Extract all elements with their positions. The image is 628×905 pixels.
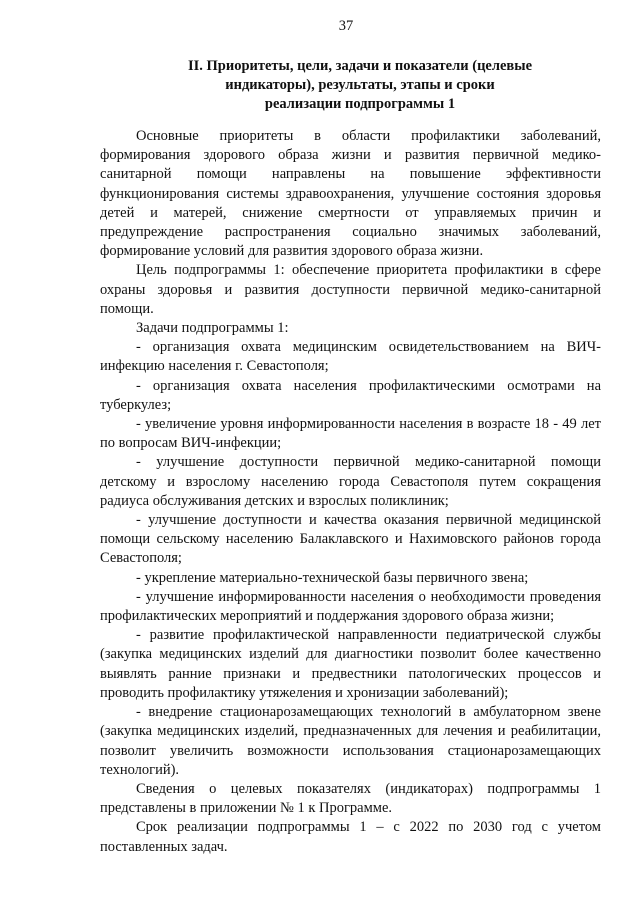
heading-line-3: реализации подпрограммы 1: [264, 96, 456, 112]
task-item: - улучшение информированности населения о необходимости проведения профилактических мероприятий и поддержания здорового образа жизни;: [100, 588, 601, 625]
goal-paragraph: Цель подпрограммы 1: обеспечение приоритета профилактики в сфере охраны здоровья и развития доступности первичной медико-санитарной помощи.: [100, 262, 601, 317]
task-item: - организация охвата медицинским освидетельствованием на ВИЧ-инфекцию населения г. Севастополя;: [100, 339, 601, 375]
task-item: - развитие профилактической направленности педиатрической службы (закупка медицинских изделий для диагностики позволит более качественно выявлять ранние признаки и предвестники патологических процессов и проводить профилактику утяжеления и хронизации заболеваний);: [100, 627, 601, 701]
task-item: - увеличение уровня информированности населения в возрасте 18 - 49 лет по вопросам ВИЧ-инфекции;: [100, 416, 601, 452]
section-body: [100, 127, 601, 857]
heading-line-2: индикаторы), результаты, этапы и сроки: [225, 77, 495, 93]
tasks-heading: Задачи подпрограммы 1:: [136, 320, 289, 337]
timeline-paragraph: Срок реализации подпрограммы 1 – с 2022 по 2030 год с учетом поставленных задач.: [100, 819, 601, 855]
task-item: - укрепление материально-технической базы первичного звена;: [136, 569, 529, 586]
task-item: - организация охвата населения профилактическими осмотрами на туберкулез;: [100, 377, 601, 413]
indicators-paragraph: Сведения о целевых показателях (индикаторах) подпрограммы 1 представлены в приложении № 1 к Программе.: [100, 780, 601, 817]
task-item: - внедрение стационарозамещающих технологий в амбулаторном звене (закупка медицинских изделий, предназначенных для лечения и реабилитации, позволит увеличить возможности использования стационарозамещающих технологий).: [100, 704, 601, 778]
section-heading: [150, 57, 570, 114]
task-item: - улучшение доступности первичной медико-санитарной помощи детскому и взрослому населению города Севастополя путем сокращения радиуса обслуживания детских и взрослых поликлиник;: [100, 454, 601, 509]
page-number: 37: [338, 18, 354, 34]
task-item: - улучшение доступности и качества оказания первичной медицинской помощи сельскому населению Балаклавского и Нахимовского районов города Севастополя;: [100, 512, 601, 567]
priorities-paragraph: Основные приоритеты в области профилактики заболеваний, формирования здорового образа жизни и развития первичной медико-санитарной помощи направлены на повышение эффективности функционирования системы здравоохранения, улучшение состояния здоровья детей и матерей, снижение смертности от управляемых причин и предупреждение распространения социально значимых заболеваний, формирование условий для развития здорового образа жизни.: [100, 128, 601, 260]
heading-line-1: II. Приоритеты, цели, задачи и показатели (целевые: [187, 58, 533, 74]
